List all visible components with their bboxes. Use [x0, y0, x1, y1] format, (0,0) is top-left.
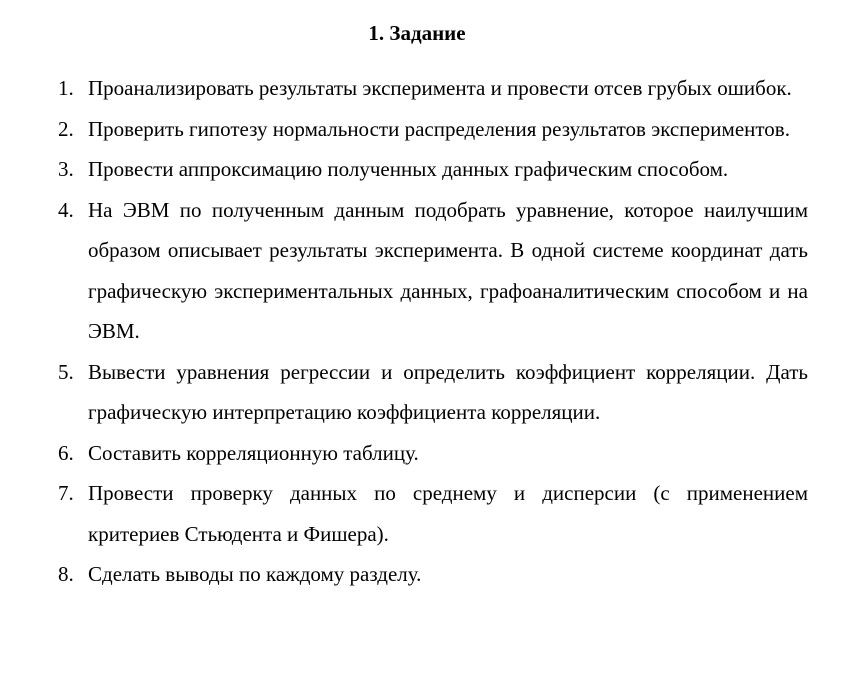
item-number: 7.	[58, 481, 74, 505]
item-text: Провести проверку данных по среднему и дисперсии (с применением критериев Стьюдента и Фишера).	[88, 481, 808, 546]
item-number: 6.	[58, 440, 74, 465]
item-number: 1.	[58, 76, 74, 100]
list-item	[58, 109, 808, 150]
task-list	[58, 68, 808, 595]
list-item	[58, 68, 808, 109]
list-item	[58, 554, 808, 595]
item-number: 3.	[58, 157, 74, 181]
list-item	[58, 190, 808, 352]
item-text: На ЭВМ по полученным данным подобрать уравнение, которое наилучшим образом описывает результаты эксперимента. В одной системе координат дать графическую экспериментальных данных, графоаналитическим способом и на ЭВМ.	[88, 197, 808, 343]
item-number: 4.	[58, 197, 74, 222]
section-heading: 1. Задание	[368, 21, 466, 45]
item-text: Проанализировать результаты эксперимента и провести отсев грубых ошибок.	[88, 76, 792, 100]
item-text: Провести аппроксимацию полученных данных графическим способом.	[88, 157, 729, 181]
list-item	[58, 433, 808, 474]
item-number: 2.	[58, 116, 74, 141]
item-text: Составить корреляционную таблицу.	[88, 440, 419, 465]
item-text: Сделать выводы по каждому разделу.	[88, 562, 422, 586]
item-number: 5.	[58, 359, 74, 384]
list-item	[58, 352, 808, 433]
item-number: 8.	[58, 562, 74, 586]
list-item	[58, 149, 808, 190]
list-item	[58, 473, 808, 554]
item-text: Проверить гипотезу нормальности распределения результатов экспериментов.	[88, 116, 790, 141]
item-text: Вывести уравнения регрессии и определить коэффициент корреляции. Дать графическую интерпретацию коэффициента корреляции.	[88, 359, 808, 424]
